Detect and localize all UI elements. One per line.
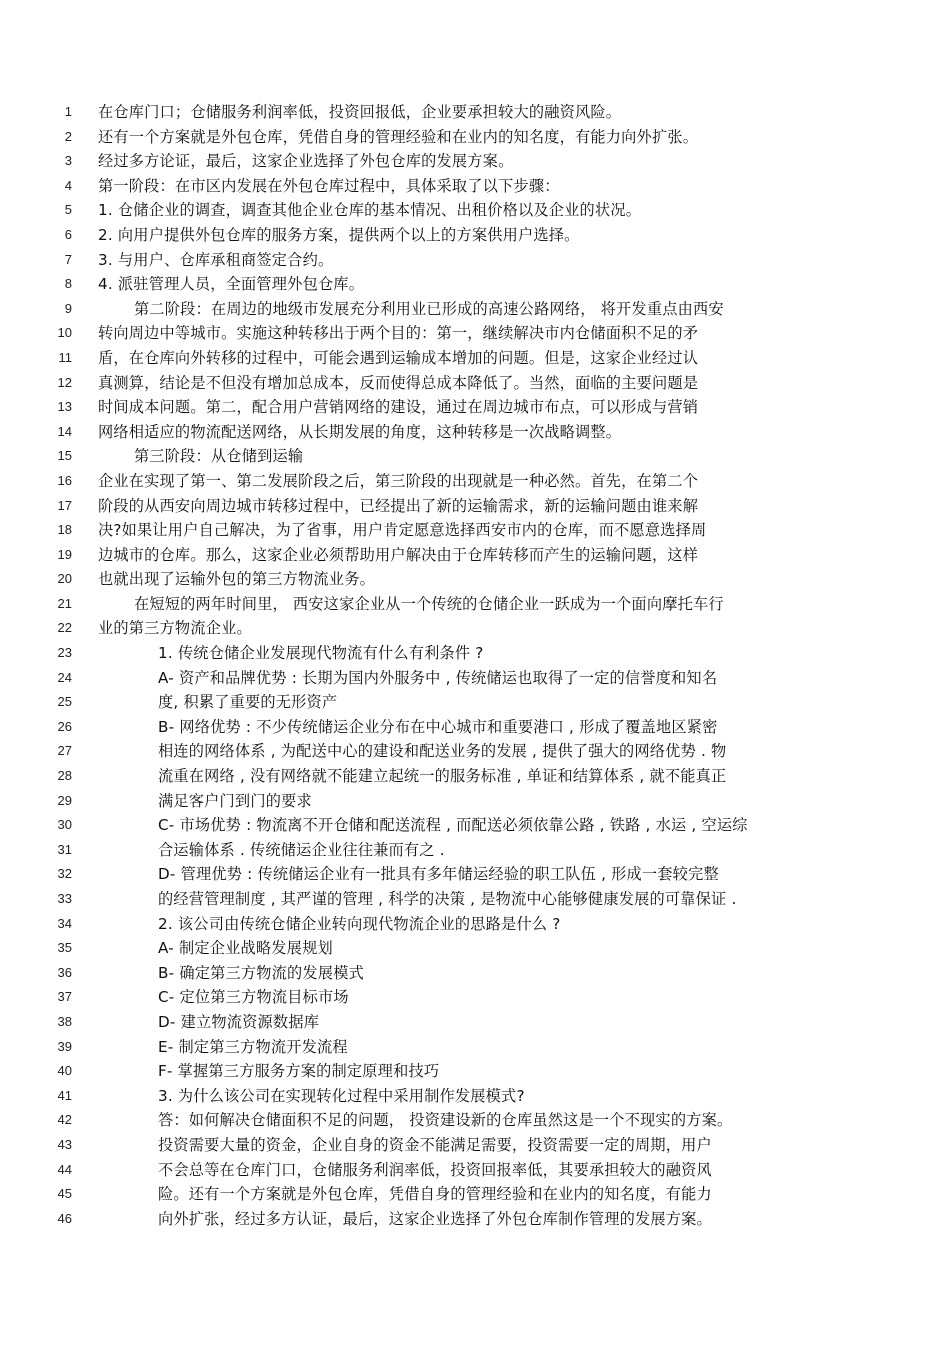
document-line (0, 272, 950, 297)
line-text: 决?如果让用户自己解决，为了省事，用户肯定愿意选择西安市内的仓库，而不愿意选择周 (98, 521, 707, 540)
line-text: 边城市的仓库。那么，这家企业必须帮助用户解决由于仓库转移而产生的运输问题，这样 (98, 545, 699, 564)
line-text: 业的第三方物流企业。 (98, 619, 252, 638)
line-text: 还有一个方案就是外包仓库，凭借自身的管理经验和在业内的知名度，有能力向外扩张。 (98, 127, 699, 146)
line-number: 11 (58, 349, 72, 365)
line-text: 合运输体系 . 传统储运企业往往兼而有之 . (158, 840, 445, 859)
line-number: 35 (57, 940, 72, 956)
line-text: 时间成本问题。第二，配合用户营销网络的建设，通过在周边城市布点，可以形成与营销 (98, 398, 699, 417)
document-body (0, 100, 950, 1231)
line-text: 答：如何解决仓储面积不足的问题， 投资建设新的仓库虽然这是一个不现实的方案。 (158, 1111, 733, 1130)
line-number: 37 (57, 989, 72, 1005)
document-line (0, 248, 950, 273)
document-line (0, 715, 950, 740)
document-line (0, 690, 950, 715)
line-number: 6 (64, 226, 72, 242)
line-text: 真测算，结论是不但没有增加总成本，反而使得总成本降低了。当然，面临的主要问题是 (98, 373, 699, 392)
line-number: 26 (57, 718, 72, 734)
document-line (0, 100, 950, 125)
document-line (0, 1010, 950, 1035)
document-line (0, 223, 950, 248)
line-text: 第一阶段：在市区内发展在外包仓库过程中，具体采取了以下步骤： (98, 176, 560, 195)
document-line (0, 444, 950, 469)
line-text: F- 掌握第三方服务方案的制定原理和技巧 (158, 1062, 440, 1081)
line-text: 网络相适应的物流配送网络，从长期发展的角度，这种转移是一次战略调整。 (98, 422, 622, 441)
line-number: 8 (64, 276, 72, 292)
line-number: 24 (57, 669, 72, 685)
document-line (0, 666, 950, 691)
document-line (0, 764, 950, 789)
line-number: 13 (57, 399, 72, 415)
document-line (0, 1035, 950, 1060)
line-number: 44 (57, 1161, 72, 1177)
line-number: 43 (57, 1136, 72, 1152)
line-number: 28 (57, 768, 72, 784)
line-text: B- 网络优势 : 不少传统储运企业分布在中心城市和重要港口 , 形成了覆盖地区紧密 (158, 717, 718, 736)
line-number: 19 (57, 546, 72, 562)
line-number: 20 (57, 571, 72, 587)
document-line (0, 518, 950, 543)
document-line (0, 739, 950, 764)
line-text: 2. 该公司由传统仓储企业转向现代物流企业的思路是什么 ? (158, 914, 561, 933)
line-number: 3 (64, 153, 72, 169)
line-text: 在短短的两年时间里， 西安这家企业从一个传统的仓储企业一跃成为一个面向摩托车行 (134, 594, 724, 613)
line-number: 45 (57, 1186, 72, 1202)
line-number: 29 (57, 792, 72, 808)
line-text: A- 资产和品牌优势 : 长期为国内外服务中 , 传统储运也取得了一定的信誉度和知名 (158, 668, 718, 687)
line-text: 阶段的从西安向周边城市转移过程中，已经提出了新的运输需求，新的运输问题由谁来解 (98, 496, 699, 515)
document-line (0, 936, 950, 961)
line-text: E- 制定第三方物流开发流程 (158, 1037, 348, 1056)
line-number: 38 (57, 1013, 72, 1029)
line-text: C- 市场优势 : 物流离不开仓储和配送流程 , 而配送必须依靠公路 , 铁路 , 水运 , 空运综 (158, 816, 748, 835)
line-text: 3. 为什么该公司在实现转化过程中采用制作发展模式? (158, 1086, 525, 1105)
line-number: 46 (57, 1210, 72, 1226)
line-number: 34 (57, 915, 72, 931)
document-line (0, 395, 950, 420)
line-number: 23 (57, 645, 72, 661)
line-text: 第三阶段：从仓储到运输 (134, 447, 304, 466)
line-text: 经过多方论证，最后，这家企业选择了外包仓库的发展方案。 (98, 152, 514, 171)
document-line (0, 985, 950, 1010)
document-line (0, 321, 950, 346)
document-line (0, 1207, 950, 1232)
line-number: 41 (57, 1087, 72, 1103)
document-line (0, 616, 950, 641)
line-number: 7 (64, 251, 72, 267)
line-number: 30 (57, 817, 72, 833)
line-text: 投资需要大量的资金，企业自身的资金不能满足需要，投资需要一定的周期，用户 (158, 1135, 712, 1154)
document-line (0, 1084, 950, 1109)
line-number: 9 (64, 300, 72, 316)
line-number: 18 (57, 522, 72, 538)
line-text: 度, 积累了重要的无形资产 (158, 693, 338, 712)
line-number: 10 (57, 325, 72, 341)
document-line (0, 1182, 950, 1207)
line-number: 16 (57, 472, 72, 488)
document-line (0, 789, 950, 814)
line-text: 流重在网络 , 没有网络就不能建立起统一的服务标准 , 单证和结算体系 , 就不能真正 (158, 767, 727, 786)
line-number: 27 (57, 743, 72, 759)
document-line (0, 838, 950, 863)
line-text: 第二阶段：在周边的地级市发展充分利用业已形成的高速公路网络， 将开发重点由西安 (134, 299, 724, 318)
line-number: 31 (57, 841, 72, 857)
line-text: 向外扩张，经过多方认证，最后，这家企业选择了外包仓库制作管理的发展方案。 (158, 1209, 712, 1228)
line-number: 32 (57, 866, 72, 882)
line-text: 2. 向用户提供外包仓库的服务方案，提供两个以上的方案供用户选择。 (98, 225, 580, 244)
line-number: 42 (57, 1112, 72, 1128)
line-text: B- 确定第三方物流的发展模式 (158, 963, 364, 982)
line-text: D- 管理优势 : 传统储运企业有一批具有多年储运经验的职工队伍 , 形成一套较完整 (158, 865, 719, 884)
document-line (0, 174, 950, 199)
line-text: 满足客户门到门的要求 (158, 791, 312, 810)
line-number: 40 (57, 1063, 72, 1079)
line-text: 也就出现了运输外包的第三方物流业务。 (98, 570, 375, 589)
line-text: A- 制定企业战略发展规划 (158, 939, 333, 958)
line-number: 14 (57, 423, 72, 439)
line-text: 险。还有一个方案就是外包仓库，凭借自身的管理经验和在业内的知名度，有能力 (158, 1185, 712, 1204)
document-line (0, 1133, 950, 1158)
line-number: 1 (64, 104, 72, 119)
document-line (0, 813, 950, 838)
document-line (0, 961, 950, 986)
line-text: 1. 传统仓储企业发展现代物流有什么有利条件 ? (158, 644, 484, 663)
line-number: 33 (57, 891, 72, 906)
document-line (0, 641, 950, 666)
document-line (0, 198, 950, 223)
line-text: 盾，在仓库向外转移的过程中，可能会遇到运输成本增加的问题。但是，这家企业经过认 (98, 348, 699, 367)
line-number: 15 (57, 448, 72, 464)
document-line (0, 371, 950, 396)
line-text: 转向周边中等城市。实施这种转移出于两个目的：第一，继续解决市内仓储面积不足的矛 (98, 324, 699, 343)
document-line (0, 862, 950, 887)
document-line (0, 149, 950, 174)
line-number: 39 (57, 1038, 72, 1054)
line-number: 22 (57, 620, 72, 636)
document-line (0, 592, 950, 617)
line-text: C- 定位第三方物流目标市场 (158, 988, 349, 1007)
line-text: 在仓库门口；仓储服务利润率低，投资回报低，企业要承担较大的融资风险。 (98, 103, 622, 121)
document-line (0, 1108, 950, 1133)
document-line (0, 543, 950, 568)
document-line (0, 469, 950, 494)
document-line (0, 125, 950, 150)
line-number: 4 (64, 177, 72, 193)
line-number: 5 (64, 202, 72, 218)
line-number: 25 (57, 694, 72, 710)
line-text: 不会总等在仓库门口，仓储服务利润率低，投资回报率低，其要承担较大的融资风 (158, 1160, 712, 1179)
document-line (0, 297, 950, 322)
document-line (0, 494, 950, 519)
line-text: 企业在实现了第一、第二发展阶段之后，第三阶段的出现就是一种必然。首先，在第二个 (98, 471, 699, 490)
line-text: 3. 与用户、仓库承租商签定合约。 (98, 250, 334, 269)
line-number: 12 (57, 374, 72, 390)
document-line (0, 346, 950, 371)
document-line (0, 567, 950, 592)
line-text: 的经营管理制度 , 其严谨的管理 , 科学的决策 , 是物流中心能够健康发展的可靠保证 . (158, 890, 737, 908)
document-line (0, 1158, 950, 1183)
document-line (0, 912, 950, 937)
document-line (0, 1059, 950, 1084)
line-text: 4. 派驻管理人员，全面管理外包仓库。 (98, 275, 365, 294)
line-number: 17 (57, 497, 72, 513)
line-text: D- 建立物流资源数据库 (158, 1012, 320, 1031)
line-number: 36 (57, 964, 72, 980)
line-text: 相连的网络体系 , 为配送中心的建设和配送业务的发展 , 提供了强大的网络优势 . 物 (158, 742, 727, 761)
line-number: 2 (64, 128, 72, 144)
document-line (0, 887, 950, 912)
document-line (0, 420, 950, 445)
line-text: 1. 仓储企业的调查，调查其他企业仓库的基本情况、出租价格以及企业的状况。 (98, 201, 642, 220)
line-number: 21 (57, 595, 72, 611)
